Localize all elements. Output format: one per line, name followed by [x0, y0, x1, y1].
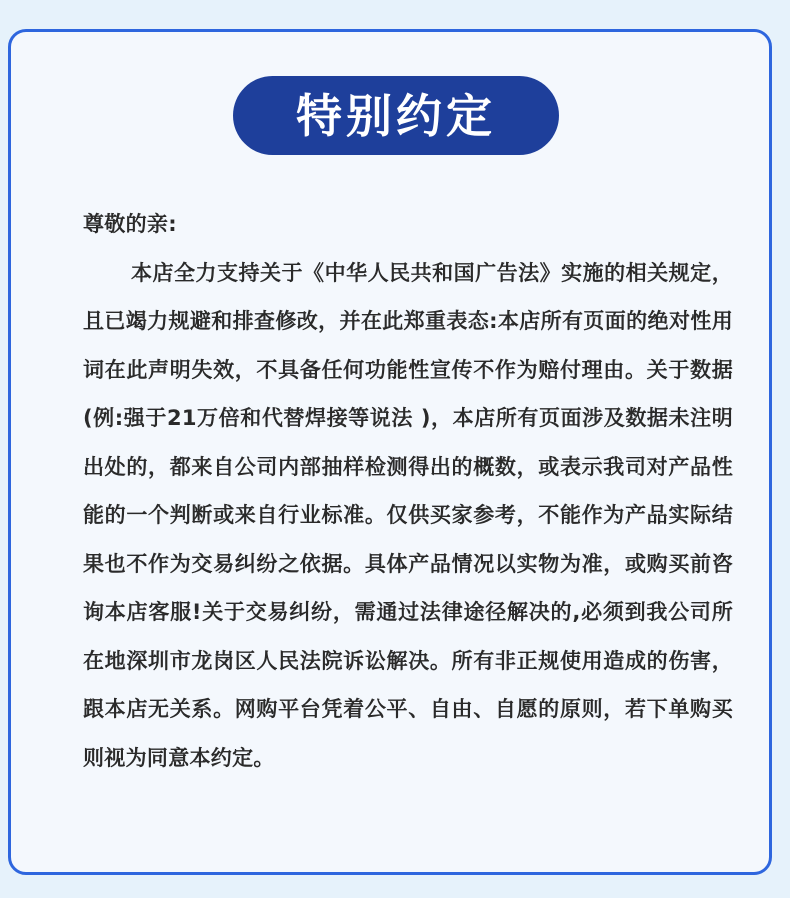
notice-greeting: 尊敬的亲:	[83, 212, 177, 236]
notice-paragraph: 本店全力支持关于《中华人民共和国广告法》实施的相关规定，且已竭力规避和排查修改，并在此郑重表态:本店所有页面的绝对性用词在此声明失效，不具备任何功能性宣传不作为赔付理由。关于数据(例:强于21万倍和代替焊接等说法 )，本店所有页面涉及数据未注明出处的，都来自公司内部抽样检测得出的概数，或表示我司对产品性能的一个判断或来自行业标准。仅供买家参考，不能作为产品实际结果也不作为交易纠纷之依据。具体产品情况以实物为准，或购买前咨询本店客服!关于交易纠纷，需通过法律途径解决的,必须到我公司所在地深圳市龙岗区人民法院诉讼解决。所有非正规使用造成的伤害，跟本店无关系。网购平台凭着公平、自由、自愿的原则，若下单购买则视为同意本约定。	[83, 260, 733, 770]
notice-card	[8, 29, 772, 875]
notice-title: 特别约定	[296, 88, 496, 143]
title-banner	[233, 76, 559, 155]
notice-body	[83, 200, 733, 782]
